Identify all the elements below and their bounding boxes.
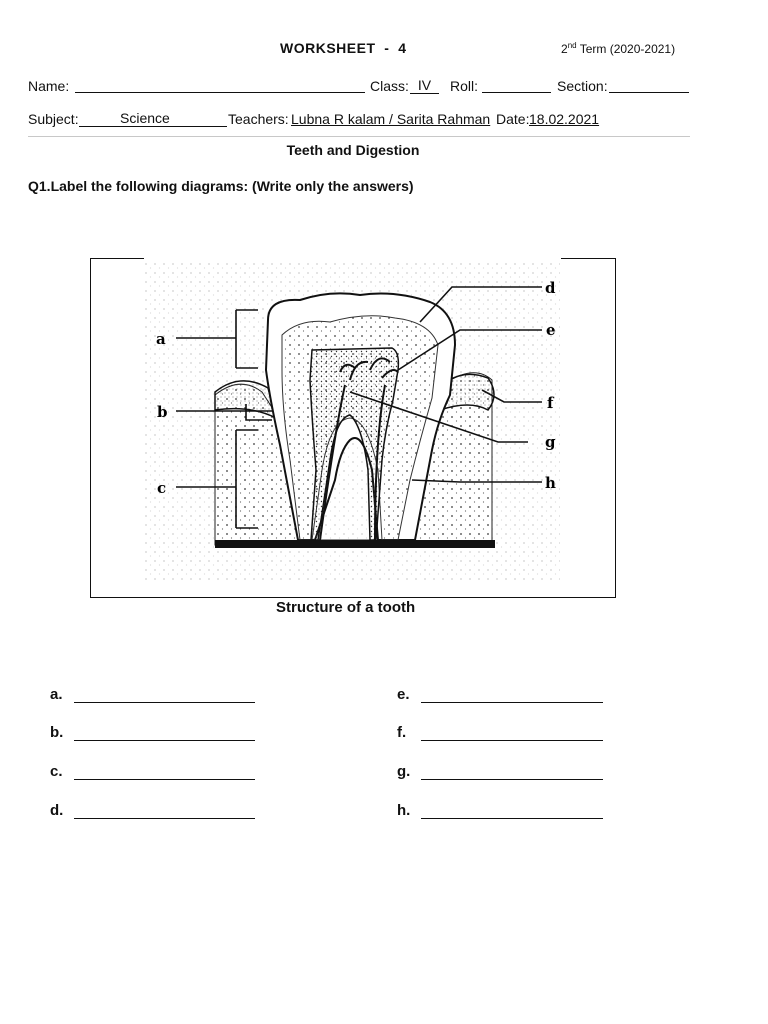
answer-blank-h[interactable] <box>421 817 603 819</box>
answer-blank-e[interactable] <box>421 701 603 703</box>
answer-blank-c[interactable] <box>74 778 255 780</box>
answer-label-g: g. <box>397 763 411 780</box>
answer-label-d: d. <box>50 802 64 819</box>
topic-text: Teeth and Digestion <box>286 142 420 158</box>
term-text: Term (2020-2021) <box>576 42 676 56</box>
class-value: IV <box>410 78 439 94</box>
diagram-label-a: a <box>156 330 166 348</box>
teachers-label: Teachers: <box>228 111 289 127</box>
diagram-caption: Structure of a tooth <box>276 599 416 616</box>
name-label: Name: <box>28 78 70 94</box>
question-text: Q1.Label the following diagrams: (Write only the answers) <box>28 178 414 194</box>
tooth-drawing <box>144 262 560 580</box>
answer-label-e: e. <box>397 686 410 703</box>
diagram-label-f: f <box>547 394 554 412</box>
roll-label: Roll: <box>450 78 479 94</box>
date-value: 18.02.2021 <box>529 111 600 127</box>
class-label: Class: <box>370 78 409 94</box>
gum-base <box>215 540 495 548</box>
diagram-label-e: e <box>546 321 556 339</box>
answer-label-b: b. <box>50 724 64 741</box>
answer-label-a: a. <box>50 686 63 703</box>
answer-blank-f[interactable] <box>421 739 603 741</box>
diagram-label-g: g <box>545 433 556 451</box>
answer-blank-d[interactable] <box>74 817 255 819</box>
diagram-label-b: b <box>157 403 168 421</box>
section-label: Section: <box>557 78 608 94</box>
diagram-label-c: c <box>157 479 167 497</box>
answer-label-f: f. <box>397 724 407 741</box>
answer-label-c: c. <box>50 763 63 780</box>
date-label: Date: <box>496 111 530 127</box>
subject-label: Subject: <box>28 111 79 127</box>
diagram-label-h: h <box>545 474 556 492</box>
subject-value: Science <box>120 110 170 126</box>
term-ordinal: nd <box>567 41 577 50</box>
teachers-value: Lubna R kalam / Sarita Rahman <box>291 111 491 127</box>
diagram-label-d: d <box>545 279 556 297</box>
answer-blank-b[interactable] <box>74 739 255 741</box>
term-number: 2 <box>561 42 568 56</box>
worksheet-title: WORKSHEET - 4 <box>280 40 407 56</box>
answer-blank-a[interactable] <box>74 701 255 703</box>
answer-blank-g[interactable] <box>421 778 603 780</box>
answer-label-h: h. <box>397 802 411 819</box>
